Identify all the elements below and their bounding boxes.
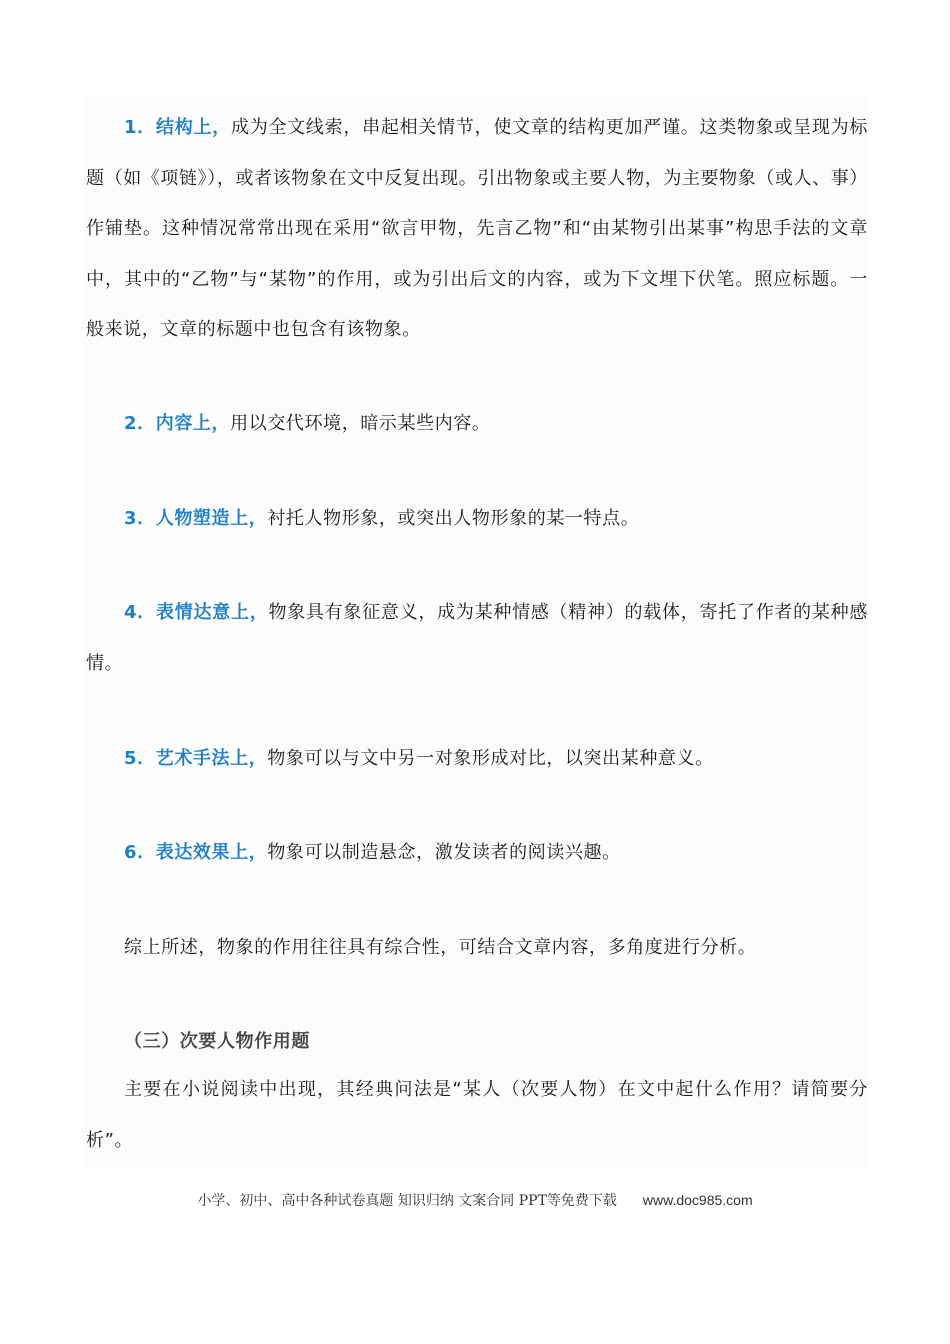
point-characterization	[86, 494, 868, 545]
summary-paragraph: 综上所述，物象的作用往往具有综合性，可结合文章内容，多角度进行分析。	[124, 937, 757, 958]
footer-text: 小学、初中、高中各种试卷真题 知识归纳 文案合同 PPT等免费下载	[197, 1193, 617, 1209]
point-lead: 6．表达效果上，	[124, 842, 268, 863]
point-text: 物象可以制造悬念，激发读者的阅读兴趣。	[267, 842, 621, 863]
point-structure	[86, 103, 868, 356]
point-text: 物象具有象征意义，成为某种情感（精神）的载体，寄托了作者的某种感情。	[86, 602, 868, 674]
point-lead: 4．表情达意上，	[124, 602, 269, 623]
page-footer	[0, 1188, 950, 1213]
point-text: 物象可以与文中另一对象形成对比，以突出某种意义。	[267, 748, 714, 769]
footer-link[interactable]: www.doc985.com	[642, 1192, 753, 1208]
point-lead: 3．人物塑造上，	[124, 508, 268, 529]
point-expressive-effect	[86, 828, 868, 879]
section-body: 主要在小说阅读中出现，其经典问法是“某人（次要人物）在文中起什么作用？请简要分析”。	[86, 1079, 868, 1151]
point-emotion	[86, 588, 868, 689]
point-content	[86, 399, 868, 450]
point-lead: 1．结构上，	[124, 117, 231, 138]
point-artistic-technique	[86, 734, 868, 785]
point-text: 用以交代环境，暗示某些内容。	[230, 413, 491, 434]
point-text: 成为全文线索，串起相关情节，使文章的结构更加严谨。这类物象或呈现为标题（如《项链》），或者该物象在文中反复出现。引出物象或主要人物，为主要物象（或人、事）作铺垫。这种情况常常出现在采用“欲言甲物，先言乙物”和“由某物引出某事”构思手法的文章中，其中的“乙物”与“某物”的作用，或为引出后文的内容，或为下文埋下伏笔。照应标题。一般来说，文章的标题中也包含有该物象。	[86, 117, 868, 340]
section-heading: （三）次要人物作用题	[124, 1031, 310, 1052]
point-lead: 5．艺术手法上，	[124, 748, 268, 769]
point-text: 衬托人物形象，或突出人物形象的某一特点。	[267, 508, 640, 529]
point-lead: 2．内容上，	[124, 413, 231, 434]
